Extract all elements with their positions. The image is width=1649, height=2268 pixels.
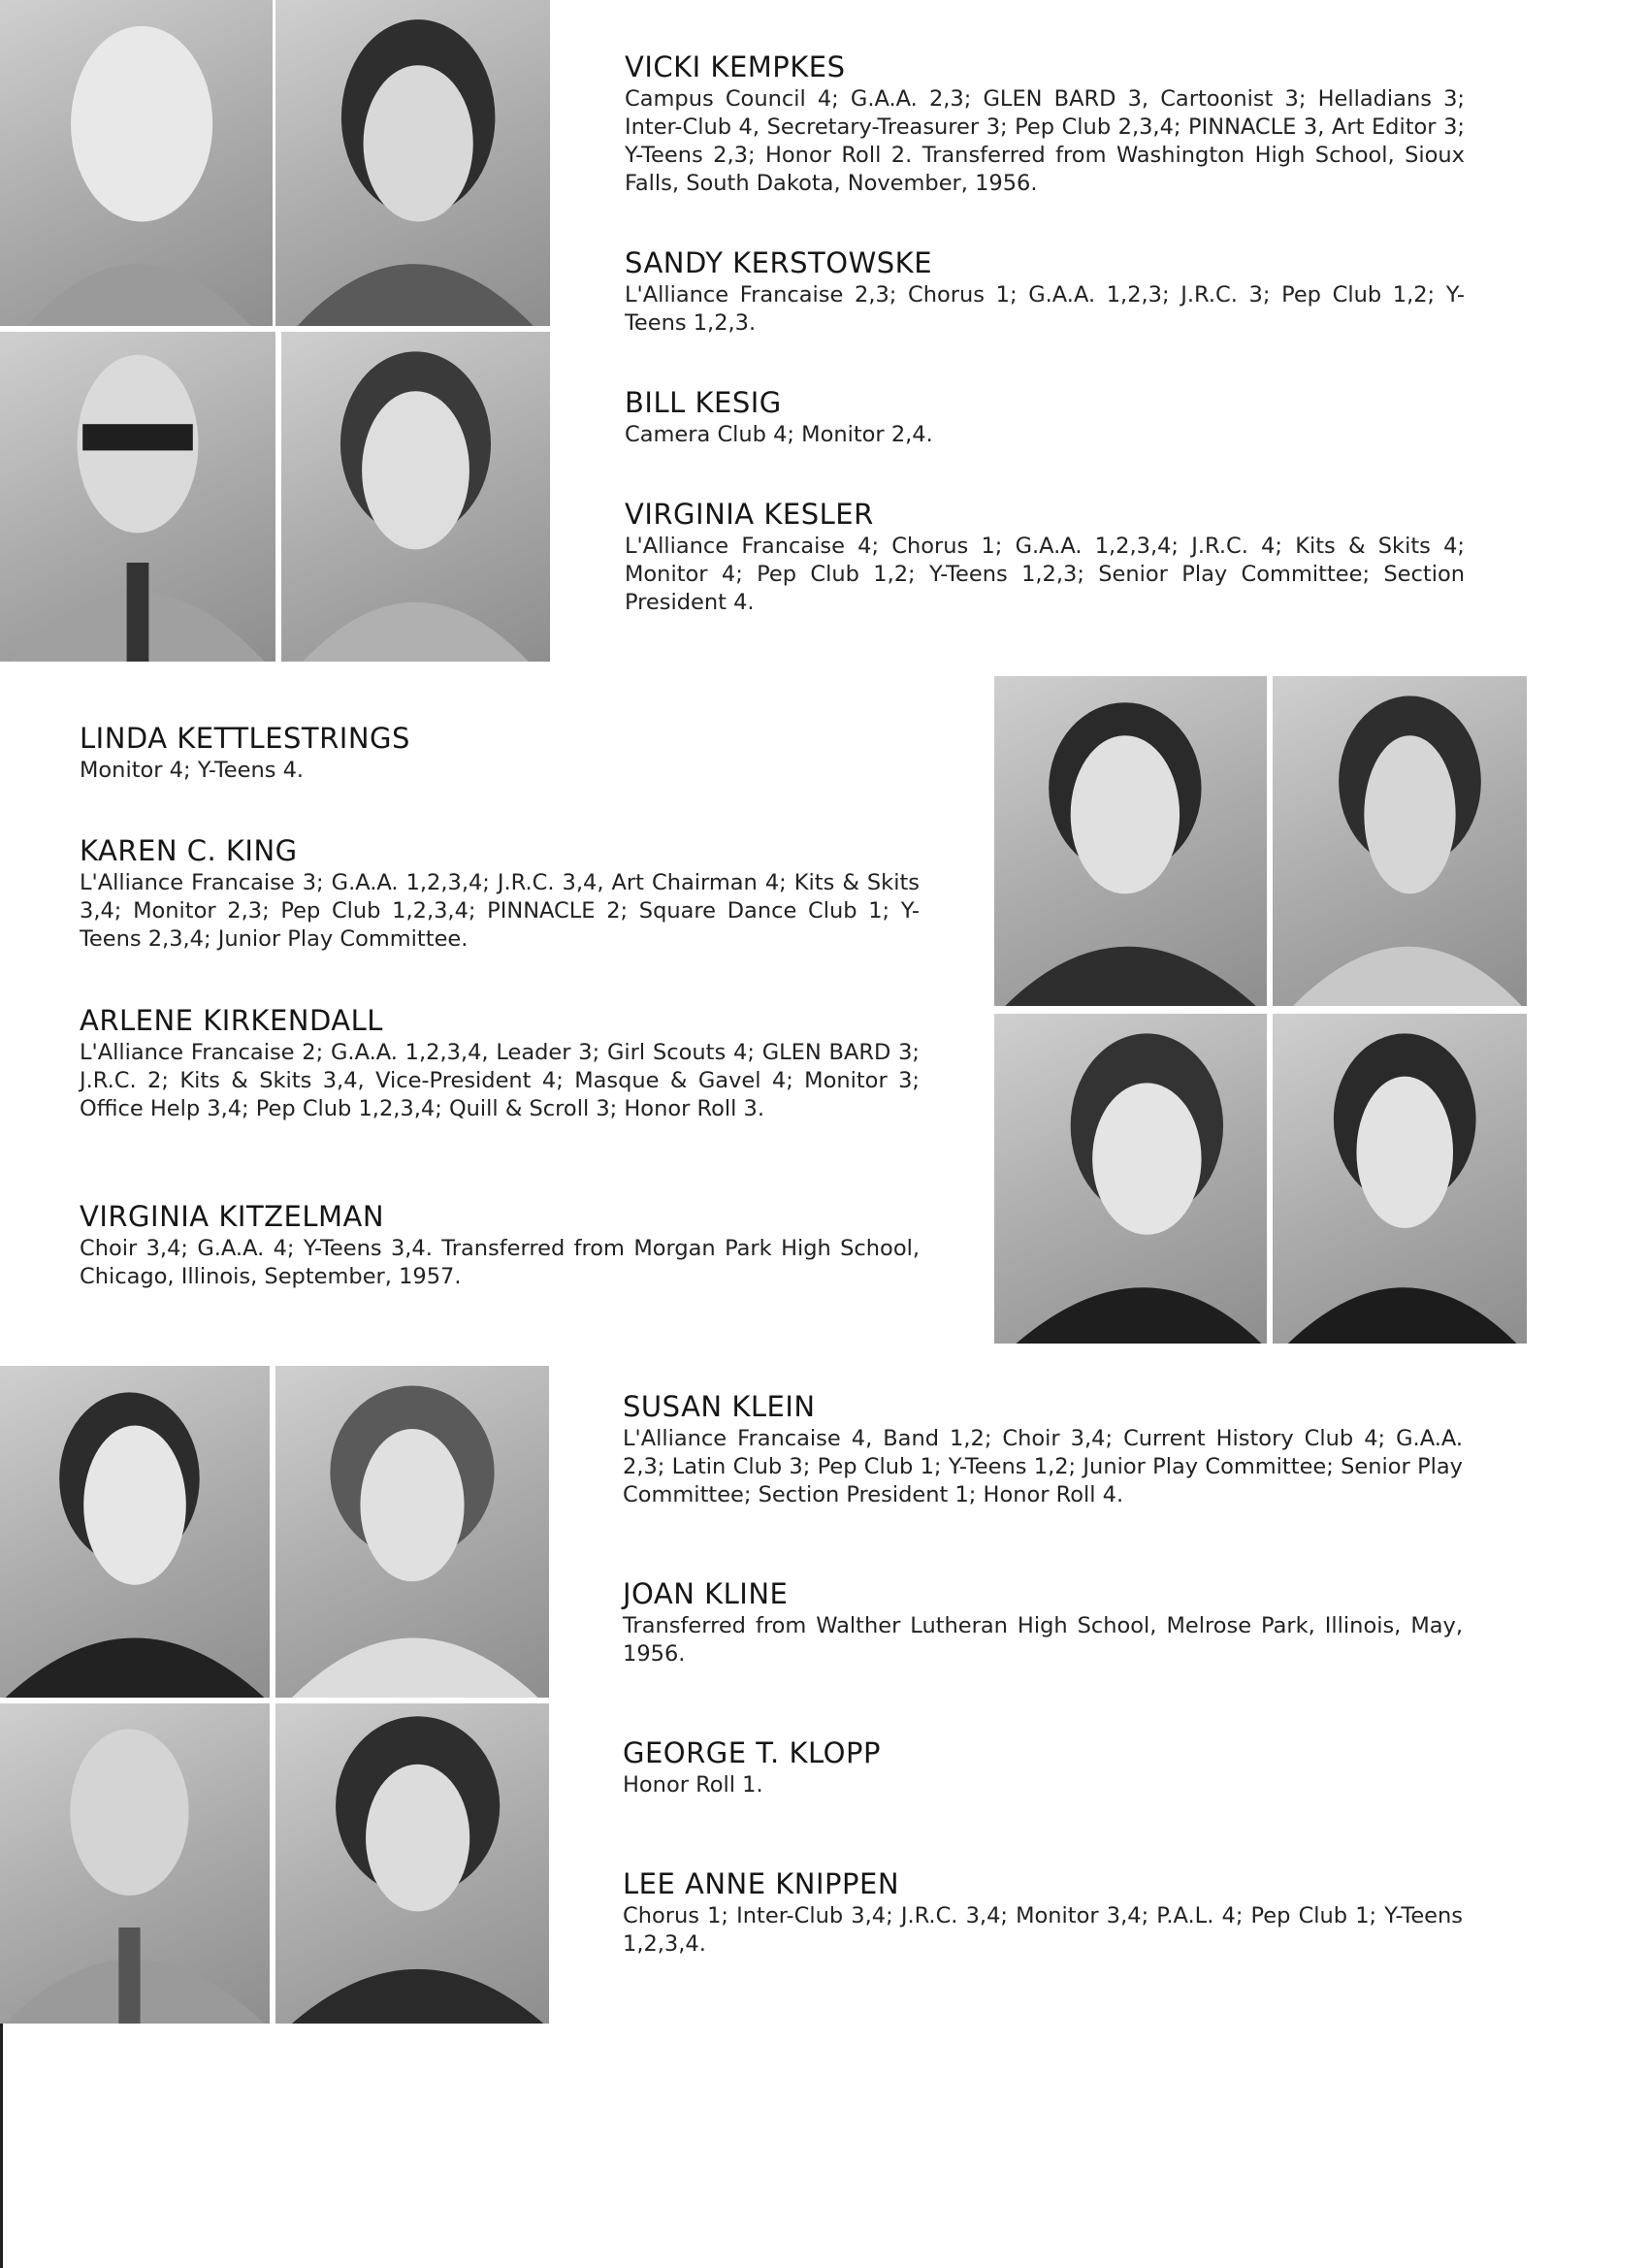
- senior-activities: Camera Club 4; Monitor 2,4.: [625, 422, 933, 447]
- senior-name: LINDA KETTLESTRINGS: [80, 722, 410, 755]
- senior-name: ARLENE KIRKENDALL: [80, 1004, 383, 1037]
- senior-name: KAREN C. KING: [80, 834, 298, 867]
- page-edge: [0, 2023, 3, 2268]
- portrait-lee-anne-knippen: [275, 1703, 549, 2024]
- portrait-george-t-klopp: [0, 1703, 270, 2024]
- portrait-karen-c-king: [1273, 676, 1527, 1006]
- senior-activities: Honor Roll 1.: [623, 1772, 763, 1798]
- senior-name: VICKI KEMPKES: [625, 50, 846, 83]
- senior-entry: [625, 246, 1465, 338]
- senior-name: LEE ANNE KNIPPEN: [623, 1867, 900, 1900]
- senior-name: GEORGE T. KLOPP: [623, 1736, 881, 1769]
- senior-name: JOAN KLINE: [623, 1577, 789, 1610]
- senior-name: VIRGINIA KITZELMAN: [80, 1200, 385, 1233]
- portrait-virginia-kitzelman: [1273, 1014, 1527, 1344]
- senior-entry: [623, 1736, 1463, 1799]
- senior-name: SUSAN KLEIN: [623, 1390, 816, 1423]
- senior-activities: L'Alliance Francaise 2; G.A.A. 1,2,3,4, Leader 3; Girl Scouts 4; GLEN BARD 3; J.R.C. 2; Kits & Skits 3,4, Vice-President 4; Masque & Gavel 4; Monitor 3; Office Help 3,4; Pep Club 1,2,3,4; Quill & Scroll 3; Honor Roll 3.: [80, 1040, 920, 1121]
- senior-entry: [623, 1867, 1463, 1959]
- senior-entry: [623, 1390, 1463, 1509]
- senior-activities: Transferred from Walther Lutheran High School, Melrose Park, Illinois, May, 1956.: [623, 1613, 1463, 1667]
- portrait-joan-kline: [275, 1366, 549, 1698]
- senior-activities: L'Alliance Francaise 4, Band 1,2; Choir 3,4; Current History Club 4; G.A.A. 2,3; Latin Club 3; Pep Club 1; Y-Teens 1,2; Junior Play Committee; Senior Play Committee; Section President 1; Honor Roll 4.: [623, 1426, 1463, 1507]
- senior-entry: [625, 386, 1465, 449]
- senior-activities: L'Alliance Francaise 3; G.A.A. 1,2,3,4; J.R.C. 3,4, Art Chairman 4; Kits & Skits 3,4; Monitor 2,3; Pep Club 1,2,3,4; PINNACLE 2; Square Dance Club 1; Y-Teens 2,3,4; Junior Play Committee.: [80, 870, 920, 952]
- senior-entry: [623, 1577, 1463, 1669]
- senior-entry: [80, 1200, 920, 1291]
- portrait-susan-klein: [0, 1366, 270, 1698]
- senior-entry: [80, 722, 920, 785]
- portrait-sandy-kerstowske: [275, 0, 550, 326]
- portrait-virginia-kesler: [281, 332, 550, 662]
- senior-activities: Campus Council 4; G.A.A. 2,3; GLEN BARD 3, Cartoonist 3; Helladians 3; Inter-Club 4, Secretary-Treasurer 3; Pep Club 2,3,4; PINNACLE 3, Art Editor 3; Y-Teens 2,3; Honor Roll 2. Transferred from Washington High School, Sioux Falls, South Dakota, November, 1956.: [625, 86, 1465, 196]
- senior-name: SANDY KERSTOWSKE: [625, 246, 933, 279]
- senior-entry: [80, 834, 920, 954]
- senior-entry: [80, 1004, 920, 1123]
- senior-activities: Choir 3,4; G.A.A. 4; Y-Teens 3,4. Transferred from Morgan Park High School, Chicago, Illinois, September, 1957.: [80, 1236, 920, 1289]
- portrait-bill-kesig: [0, 332, 275, 662]
- portrait-linda-kettlestrings: [994, 676, 1267, 1006]
- senior-entry: [625, 50, 1465, 198]
- senior-activities: L'Alliance Francaise 4; Chorus 1; G.A.A. 1,2,3,4; J.R.C. 4; Kits & Skits 4; Monitor 4; Pep Club 1,2; Y-Teens 1,2,3; Senior Play Committee; Section President 4.: [625, 534, 1465, 615]
- senior-name: BILL KESIG: [625, 386, 782, 419]
- portrait-vicki-kempkes: [0, 0, 273, 326]
- senior-entry: [625, 498, 1465, 617]
- senior-activities: Monitor 4; Y-Teens 4.: [80, 758, 305, 783]
- portrait-arlene-kirkendall: [994, 1014, 1267, 1344]
- senior-activities: Chorus 1; Inter-Club 3,4; J.R.C. 3,4; Monitor 3,4; P.A.L. 4; Pep Club 1; Y-Teens 1,2,3,4.: [623, 1903, 1463, 1957]
- senior-activities: L'Alliance Francaise 2,3; Chorus 1; G.A.A. 1,2,3; J.R.C. 3; Pep Club 1,2; Y-Teens 1,2,3.: [625, 282, 1465, 336]
- senior-name: VIRGINIA KESLER: [625, 498, 874, 531]
